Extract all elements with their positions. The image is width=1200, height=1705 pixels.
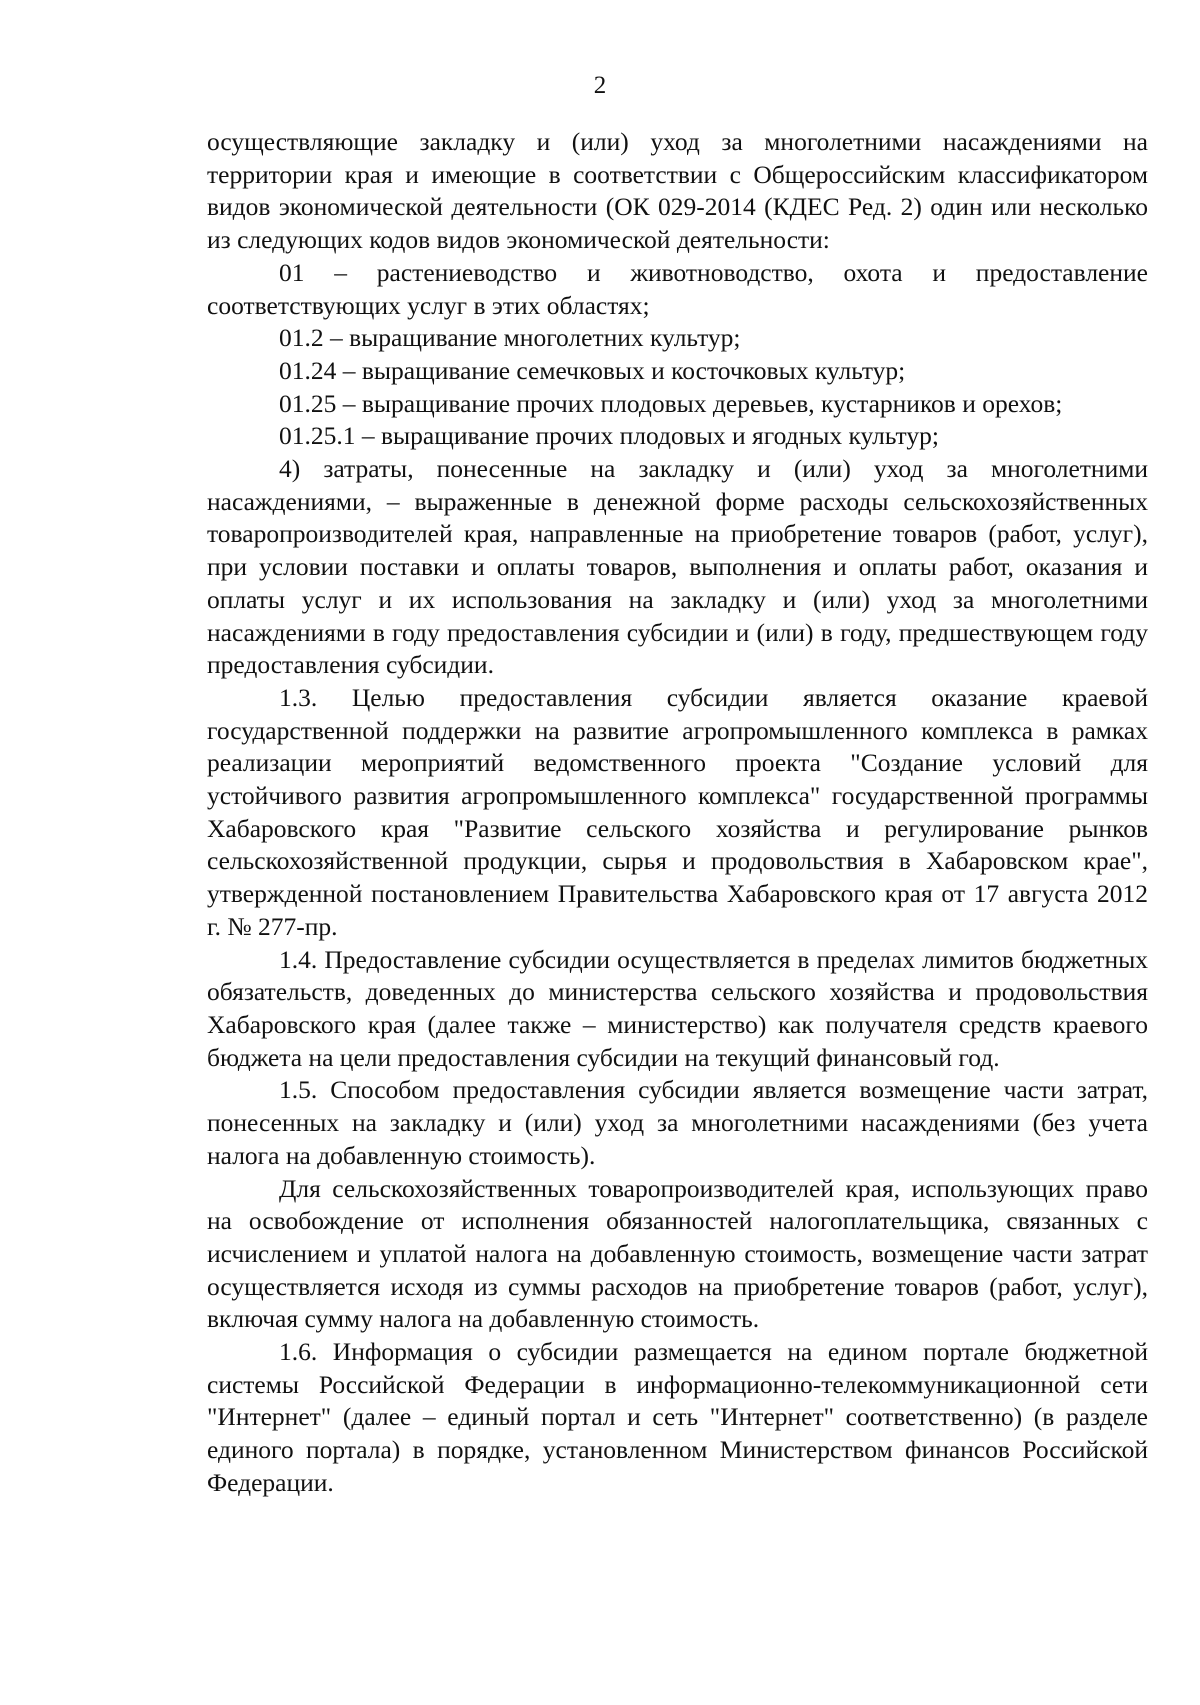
paragraph-8: 1.4. Предоставление субсидии осуществляется в пределах лимитов бюджетных обязательств, доведенных до министерства сельского хозяйства и продовольствия Хабаровского края (далее также – министерство) как получателя средств краевого бюджета на цели предоставления субсидии на текущий финансовый год.	[207, 944, 1148, 1072]
paragraph-1: 01 – растениеводство и животноводство, охота и предоставление соответствующих услуг в этих областях;	[207, 257, 1148, 320]
paragraph-6: 4) затраты, понесенные на закладку и (или) уход за многолетними насаждениями, – выраженные в денежной форме расходы сельскохозяйственных товаропроизводителей края, направленные на приобретение товаров (работ, услуг), при условии поставки и оплаты товаров, выполнения и оплаты работ, оказания и оплаты услуг и их использования на закладку и (или) уход за многолетними насаждениями в году предоставления субсидии и (или) в году, предшествующем году предоставления субсидии.	[207, 454, 1148, 680]
paragraph-9: 1.5. Способом предоставления субсидии является возмещение части затрат, понесенных на закладку и (или) уход за многолетними насаждениями (без учета налога на добавленную стоимость).	[207, 1075, 1148, 1170]
paragraph-10: Для сельскохозяйственных товаропроизводителей края, использующих право на освобождение от исполнения обязанностей налогоплательщика, связанных с исчислением и уплатой налога на добавленную стоимость, возмещение части затрат осуществляется исходя из суммы расходов на приобретение товаров (работ, услуг), включая сумму налога на добавленную стоимость.	[207, 1173, 1148, 1334]
document-body	[207, 126, 1148, 1500]
paragraph-3: 01.24 – выращивание семечковых и косточковых культур;	[279, 355, 906, 385]
paragraph-5: 01.25.1 – выращивание прочих плодовых и ягодных культур;	[279, 421, 939, 451]
paragraph-4: 01.25 – выращивание прочих плодовых деревьев, кустарников и орехов;	[279, 388, 1063, 418]
page-number: 2	[593, 72, 607, 99]
paragraph-2: 01.2 – выращивание многолетних культур;	[279, 323, 741, 353]
paragraph-0: осуществляющие закладку и (или) уход за многолетними насаждениями на территории края и имеющие в соответствии с Общероссийским классификатором видов экономической деятельности (ОК 029-2014 (КДЕС Ред. 2) один или несколько из следующих кодов видов экономической деятельности:	[207, 127, 1148, 255]
paragraph-11: 1.6. Информация о субсидии размещается на едином портале бюджетной системы Российской Федерации в информационно-телекоммуникационной сети "Интернет" (далее – единый портал и сеть "Интернет" соответственно) (в разделе единого портала) в порядке, установленном Министерством финансов Российской Федерации.	[207, 1337, 1148, 1497]
paragraph-7: 1.3. Целью предоставления субсидии является оказание краевой государственной поддержки на развитие агропромышленного комплекса в рамках реализации мероприятий ведомственного проекта "Создание условий для устойчивого развития агропромышленного комплекса" государственной программы Хабаровского края "Развитие сельского хозяйства и регулирование рынков сельскохозяйственной продукции, сырья и продовольствия в Хабаровском крае", утвержденной постановлением Правительства Хабаровского края от 17 августа 2012 г. № 277-пр.	[207, 682, 1148, 941]
